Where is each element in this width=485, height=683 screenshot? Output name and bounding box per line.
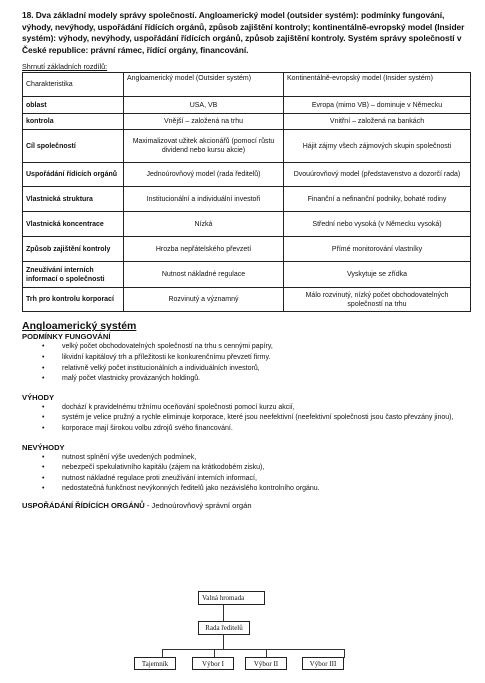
cell-insider: Střední nebo vysoká (v Německu vysoká) xyxy=(284,212,471,237)
cell-insider: Finanční a nefinanční podniky, bohaté rodiny xyxy=(284,187,471,212)
table-row xyxy=(23,163,471,187)
list-item: • nutnost nákladné regulace proti zneužívání interních informací, xyxy=(42,474,470,485)
list-item: • nebezpečí spekulativního kapitálu (zájem na krátkodobém zisku), xyxy=(42,463,470,474)
row-label: Vlastnická koncentrace xyxy=(23,212,124,237)
org-subtitle: - Jednoúrovňový správní orgán xyxy=(144,500,252,510)
org-box-board: Rada ředitelů xyxy=(198,621,250,635)
cell-insider: Hájit zájmy všech zájmových skupin společnosti xyxy=(284,130,471,163)
advantages-title: VÝHODY xyxy=(22,392,55,402)
row-label: Trh pro kontrolu korporací xyxy=(23,288,124,312)
row-label: Vlastnická struktura xyxy=(23,187,124,212)
summary-title: Shrnutí základních rozdílů: xyxy=(22,62,108,72)
cell-outsider: Vnější – založená na trhu xyxy=(124,114,284,130)
cell-outsider: Nutnost nákladné regulace xyxy=(124,262,284,288)
row-label: Způsob zajištění kontroly xyxy=(23,237,124,262)
org-box-committee-1: Výbor I xyxy=(192,657,234,670)
header-cell: Kontinentálně-evropský model (Insider systém) xyxy=(284,73,471,97)
list-item: • korporace mají širokou volbu zdrojů svého financování. xyxy=(42,424,470,435)
org-heading xyxy=(22,501,470,511)
table-row xyxy=(23,237,471,262)
conditions-list xyxy=(42,342,470,384)
cell-insider: Vyskytuje se zřídka xyxy=(284,262,471,288)
row-label: Cíl společností xyxy=(23,130,124,163)
cell-outsider: Institucionální a individuální investoři xyxy=(124,187,284,212)
row-label: kontrola xyxy=(23,114,124,130)
org-box-committee-3: Výbor III xyxy=(302,657,344,670)
disadvantages-title: NEVÝHODY xyxy=(22,442,65,452)
disadvantages-list xyxy=(42,453,470,495)
section-title: Angloamerický systém xyxy=(22,320,137,333)
conditions-title: PODMÍNKY FUNGOVÁNÍ xyxy=(22,332,111,342)
row-label: Zneužívání interních informací o společnosti xyxy=(23,262,124,288)
table-row xyxy=(23,288,471,312)
list-item: • relativně velký počet institucionálních a individuálních investorů, xyxy=(42,364,470,375)
table-row xyxy=(23,114,471,130)
cell-outsider: Maximalizovat užitek akcionářů (pomocí růstu dividend nebo kursu akcie) xyxy=(124,130,284,163)
cell-outsider: Jednoúrovňový model (rada ředitelů) xyxy=(124,163,284,187)
org-box-secretary: Tajemník xyxy=(134,657,176,670)
list-item: • malý počet vlastnicky provázaných holdingů. xyxy=(42,374,470,385)
org-box-general-meeting: Valná hromada xyxy=(198,591,265,605)
advantages-list xyxy=(42,403,470,435)
list-item: • dochází k pravidelnému tržnímu oceňování společnosti pomocí kurzu akcií, xyxy=(42,403,470,414)
row-label: Uspořádání řídících orgánů xyxy=(23,163,124,187)
list-item: • velký počet obchodovatelných společností na trhu s cennými papíry, xyxy=(42,342,470,353)
org-box-committee-2: Výbor II xyxy=(245,657,287,670)
table-header-row xyxy=(23,73,471,97)
table-row xyxy=(23,97,471,114)
cell-insider: Vnitřní – založená na bankách xyxy=(284,114,471,130)
list-item: • nutnost splnění výše uvedených podmínek, xyxy=(42,453,470,464)
table-row xyxy=(23,187,471,212)
header-cell: Angloamerický model (Outsider systém) xyxy=(124,73,284,97)
cell-insider: Dvouúrovňový model (představenstvo a dozorčí rada) xyxy=(284,163,471,187)
cell-outsider: Hrozba nepřátelského převzetí xyxy=(124,237,284,262)
row-label: oblast xyxy=(23,97,124,114)
list-item: • systém je velice pružný a rychle eliminuje korporace, které jsou neefektivní (neefektivní společnosti jsou často převzány jinou), xyxy=(42,413,470,424)
cell-insider: Přímé monitorování vlastníky xyxy=(284,237,471,262)
header-cell: Charakteristika xyxy=(23,73,124,97)
cell-outsider: USA, VB xyxy=(124,97,284,114)
list-item: • likvidní kapitálový trh a příležitosti ke konkurenčnímu převzetí firmy. xyxy=(42,353,470,364)
table-row xyxy=(23,262,471,288)
cell-insider: Evropa (mimo VB) – dominuje v Německu xyxy=(284,97,471,114)
table-row xyxy=(23,212,471,237)
comparison-table xyxy=(22,72,471,312)
table-row xyxy=(23,130,471,163)
question-heading: 18. Dva základní modely správy společností. Angloamerický model (outsider systém): podmínky fungování, výhody, nevýhody, uspořádání řídících orgánů, způsob zajištění kontroly; kontinentálně-evropský model (Insider systém): výhody, nevýhody, uspořádání řídících orgánů, způsob zajištění kontroly. Systém správy společností v České republice: právní rámec, řídící orgány, financování. xyxy=(22,10,465,55)
cell-outsider: Nízká xyxy=(124,212,284,237)
cell-outsider: Rozvinutý a významný xyxy=(124,288,284,312)
list-item: • nedostatečná funkčnost nevýkonných ředitelů jako nezávislého kontrolního orgánu. xyxy=(42,484,470,495)
document-page xyxy=(22,10,470,511)
org-title: USPOŘÁDÁNÍ ŘÍDÍCÍCH ORGÁNŮ xyxy=(22,500,145,510)
cell-insider: Málo rozvinutý, nízký počet obchodovatelných společností na trhu xyxy=(284,288,471,312)
